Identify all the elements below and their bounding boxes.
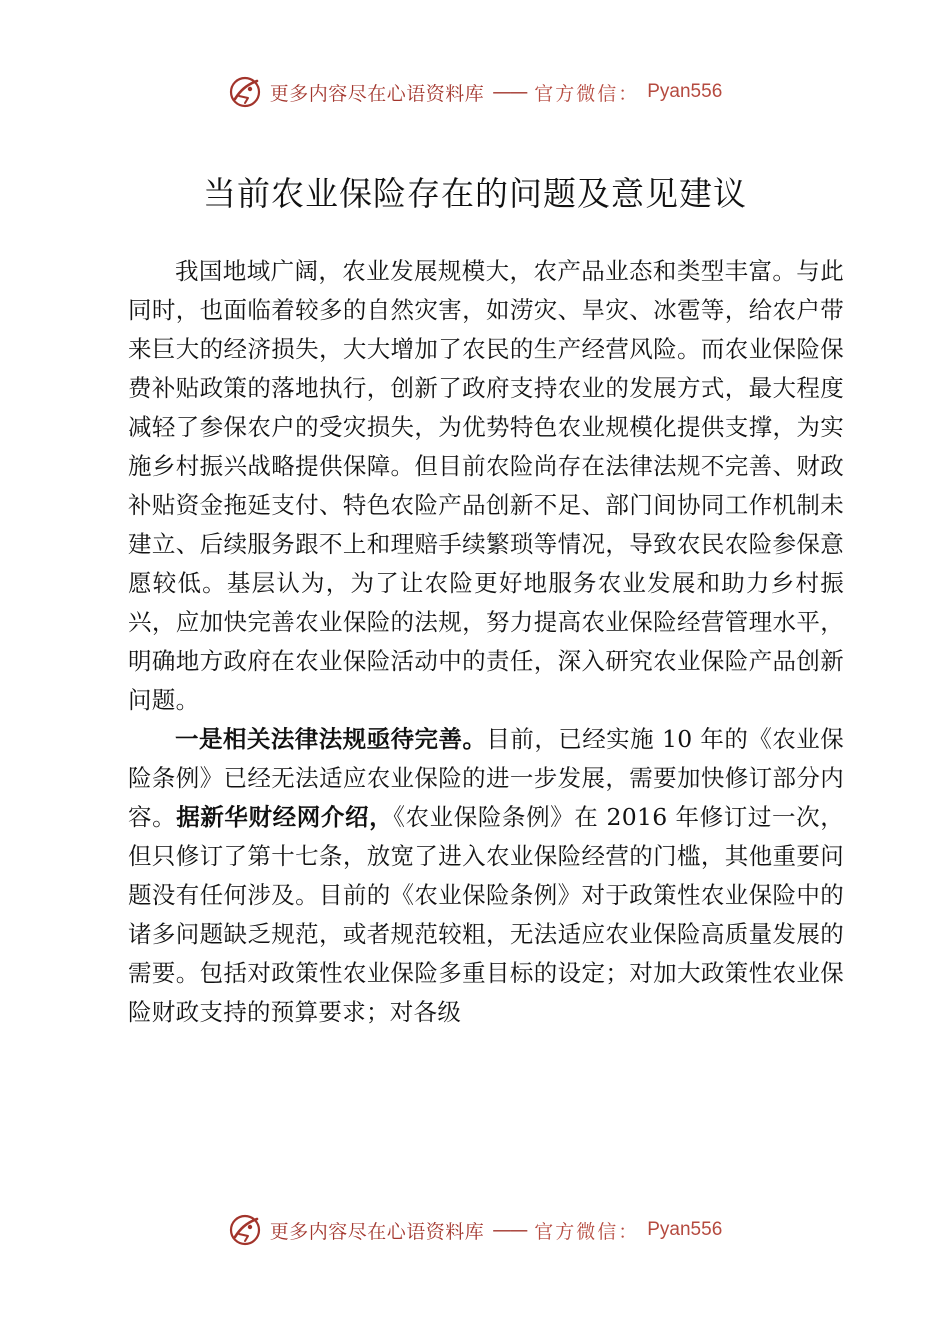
document-body	[128, 252, 844, 1032]
paragraph-text-part2: 《农业保险条例》在 2016 年修订过一次，但只修订了第十七条，放宽了进入农业保险经营的门槛，其他重要问题没有任何涉及。目前的《农业保险条例》对于政策性农业保险中的诸多问题缺乏规范，或者规范较粗，无法适应农业保险高质量发展的需要。包括对政策性农业保险多重目标的设定；对加大政策性农业保险财政支持的预算要求；对各级	[128, 803, 844, 1026]
watermark-separator: ——	[492, 1219, 527, 1241]
watermark-wechat-id: Pyan556	[647, 81, 723, 102]
paragraph-text-part1: 目前，已经实施 10 年的《农业保险条例》已经无法适应农业保险的进一步发展，需要加快修订部分内容。	[128, 725, 844, 831]
watermark-text: 更多内容尽在心语资料库	[269, 1220, 485, 1243]
watermark-wechat-id: Pyan556	[647, 1219, 723, 1240]
brand-logo-icon	[228, 75, 262, 109]
watermark-text: 更多内容尽在心语资料库	[269, 82, 485, 105]
footer-watermark	[0, 1210, 950, 1250]
paragraph-intro: 我国地域广阔，农业发展规模大，农产品业态和类型丰富。与此同时，也面临着较多的自然灾害，如涝灾、旱灾、冰雹等，给农户带来巨大的经济损失，大大增加了农民的生产经营风险。而农业保险保费补贴政策的落地执行，创新了政府支持农业的发展方式，最大程度减轻了参保农户的受灾损失，为优势特色农业规模化提供支撑，为实施乡村振兴战略提供保障。但目前农险尚存在法律法规不完善、财政补贴资金拖延支付、特色农险产品创新不足、部门间协同工作机制未建立、后续服务跟不上和理赔手续繁琐等情况，导致农民农险参保意愿较低。基层认为，为了让农险更好地服务农业发展和助力乡村振兴，应加快完善农业保险的法规，努力提高农业保险经营管理水平，明确地方政府在农业保险活动中的责任，深入研究农业保险产品创新问题。	[128, 257, 844, 714]
document-title: 当前农业保险存在的问题及意见建议	[203, 174, 747, 213]
watermark-separator: ——	[492, 81, 527, 103]
paragraph-source-highlight: 据新华财经网介绍，	[176, 803, 394, 831]
paragraph-lead-heading: 一是相关法律法规亟待完善。	[175, 725, 487, 753]
header-watermark	[0, 72, 950, 112]
watermark-label: 官方微信：	[534, 82, 640, 105]
paragraph-laws	[128, 720, 844, 1032]
brand-logo-icon	[228, 1213, 262, 1247]
watermark-label: 官方微信：	[534, 1220, 640, 1243]
